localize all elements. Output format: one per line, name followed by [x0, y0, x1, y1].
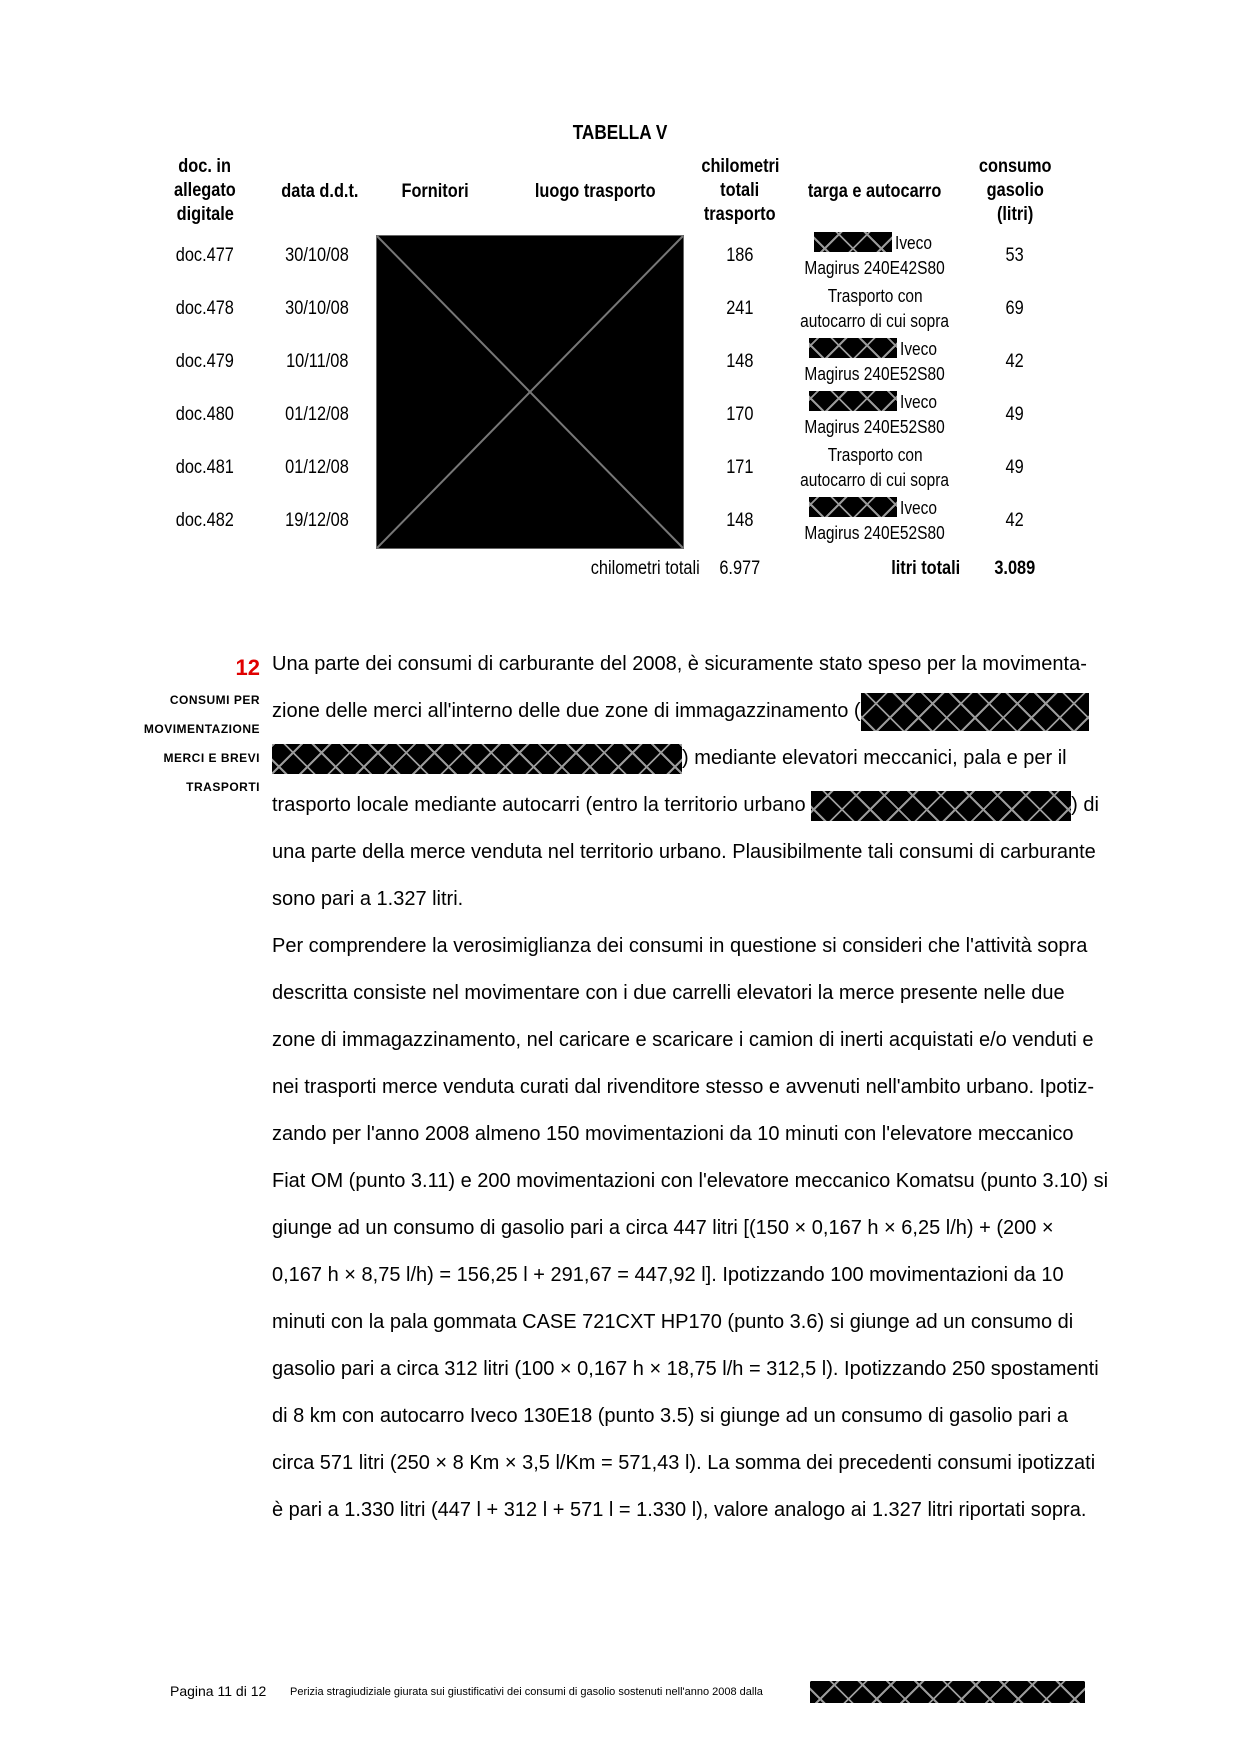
cell-fuel: 69 [1005, 298, 1025, 319]
cell-date: 10/11/08 [285, 351, 349, 372]
cell-date: 01/12/08 [285, 404, 349, 425]
cell-fuel: 42 [1005, 351, 1025, 372]
table-title: TABELLA V [572, 122, 668, 144]
sidebar-line: TRASPORTI [186, 780, 260, 794]
cell-date: 30/10/08 [285, 245, 349, 266]
cell-doc: doc.478 [175, 298, 235, 319]
text-line: 0,167 h × 8,75 l/h) = 156,25 l + 291,67 = 447,92 l]. Ipotizzando 100 movimentazioni da 10 [272, 1264, 1064, 1286]
cell-fuel: 53 [1005, 245, 1025, 266]
text-line: descritta consiste nel movimentare con i due carrelli elevatori la merce presente nelle due [272, 982, 1065, 1004]
sidebar-line: CONSUMI PER [169, 693, 260, 707]
cell-truck-model: Magirus 240E52S80 [804, 417, 946, 437]
section-sidebar [100, 686, 260, 802]
cell-fuel: 49 [1005, 404, 1025, 425]
redacted-plate [809, 338, 897, 358]
footer-redacted-text [810, 1681, 1085, 1703]
cell-truck: Trasporto con [827, 286, 923, 306]
header-doc: doc. in allegato digitale [174, 156, 236, 225]
footer-text: Perizia stragiudiziale giurata sui giustificativi dei consumi di gasolio sostenuti nell'anno 2008 dalla [290, 1686, 763, 1698]
cell-fuel: 49 [1005, 457, 1025, 478]
cell-km: 241 [726, 298, 754, 319]
redacted-text [861, 693, 1089, 731]
redacted-text [272, 744, 682, 774]
redacted-text [811, 791, 1071, 821]
cell-truck-model: Magirus 240E52S80 [804, 523, 946, 543]
cell-doc: doc.481 [175, 457, 235, 478]
text-line: circa 571 litri (250 × 8 Km × 3,5 l/Km = 571,43 l). La somma dei precedenti consumi ipotizzati [272, 1452, 1096, 1474]
body-text [272, 641, 1109, 1534]
text-line: nei trasporti merce venduta curati dal rivenditore stesso e avvenuti nell'ambito urbano. Ipotiz- [272, 1076, 1095, 1098]
cell-km: 186 [726, 245, 754, 266]
text-line: zando per l'anno 2008 almeno 150 movimentazioni da 10 minuti con l'elevatore meccanico [272, 1123, 1074, 1145]
cell-doc: doc.477 [175, 245, 235, 266]
cell-truck: Iveco [790, 496, 960, 520]
cell-km: 170 [726, 404, 754, 425]
text-line: Per comprendere la verosimiglianza dei consumi in questione si consideri che l'attività sopra [272, 935, 1088, 957]
total-km-label: chilometri totali [591, 558, 700, 579]
sidebar-line: MOVIMENTAZIONE [143, 722, 260, 736]
total-km-value: 6.977 [719, 558, 761, 579]
text-line: giunge ad un consumo di gasolio pari a circa 447 litri [(150 × 0,167 h × 6,25 l/h) + (200 × [272, 1217, 1054, 1239]
cell-km: 148 [726, 510, 754, 531]
header-km: chilometri totali trasporto [700, 156, 780, 225]
cell-truck: Trasporto con [827, 445, 923, 465]
text-line: Una parte dei consumi di carburante del 2008, è sicuramente stato speso per la movimenta- [272, 653, 1087, 675]
text-line: di 8 km con autocarro Iveco 130E18 (punto 3.5) si giunge ad un consumo di gasolio pari a [272, 1405, 1069, 1427]
table-body [0, 0, 1240, 600]
cell-km: 148 [726, 351, 754, 372]
cell-fuel: 42 [1005, 510, 1025, 531]
cell-truck: Iveco [790, 337, 960, 361]
cell-truck-model: Magirus 240E42S80 [804, 258, 946, 278]
cell-truck: Iveco [790, 231, 960, 255]
cell-date: 19/12/08 [285, 510, 349, 531]
text-line: una parte della merce venduta nel territorio urbano. Plausibilmente tali consumi di carburante [272, 841, 1096, 863]
header-plate: targa e autocarro [808, 181, 942, 202]
section-number: 12 [235, 655, 260, 680]
header-fuel: consumo gasolio (litri) [978, 156, 1052, 225]
text-line: sono pari a 1.327 litri. [272, 888, 464, 910]
footer-page-number: Pagina 11 di 12 [170, 1683, 267, 1699]
cell-date: 01/12/08 [285, 457, 349, 478]
text-line: trasporto locale mediante autocarri (entro la territorio urbano ) di [272, 782, 1092, 829]
text-line: è pari a 1.330 litri (447 l + 312 l + 571 l = 1.330 l), valore analogo ai 1.327 litri riportati sopra. [272, 1499, 1087, 1521]
header-place: luogo trasporto [534, 181, 656, 202]
text-line: zione delle merci all'interno delle due zone di immagazzinamento ( [272, 688, 1092, 735]
cell-doc: doc.480 [175, 404, 235, 425]
total-fuel-label: litri totali [890, 558, 960, 579]
text-line: zone di immagazzinamento, nel caricare e scaricare i camion di inerti acquistati e/o venduti e [272, 1029, 1094, 1051]
cell-truck-model: Magirus 240E52S80 [804, 364, 946, 384]
cell-km: 171 [726, 457, 754, 478]
total-fuel-value: 3.089 [994, 558, 1036, 579]
cell-truck-model: autocarro di cui sopra [800, 470, 950, 490]
text-line: minuti con la pala gommata CASE 721CXT HP170 (punto 3.6) si giunge ad un consumo di [272, 1311, 1074, 1333]
cell-truck-model: autocarro di cui sopra [800, 311, 950, 331]
redacted-plate [814, 232, 892, 252]
header-suppliers: Fornitori [401, 181, 469, 202]
text-line: ) mediante elevatori meccanici, pala e per il [272, 735, 1092, 782]
redacted-plate [809, 391, 897, 411]
cell-doc: doc.479 [175, 351, 235, 372]
text-line: gasolio pari a circa 312 litri (100 × 0,167 h × 18,75 l/h = 312,5 l). Ipotizzando 250 spostamenti [272, 1358, 1099, 1380]
redacted-plate [809, 497, 897, 517]
cell-truck: Iveco [790, 390, 960, 414]
cell-doc: doc.482 [175, 510, 235, 531]
text-line: Fiat OM (punto 3.11) e 200 movimentazioni con l'elevatore meccanico Komatsu (punto 3.10) si [272, 1170, 1109, 1192]
cell-date: 30/10/08 [285, 298, 349, 319]
sidebar-line: MERCI E BREVI [163, 751, 260, 765]
header-date: data d.d.t. [281, 181, 359, 202]
